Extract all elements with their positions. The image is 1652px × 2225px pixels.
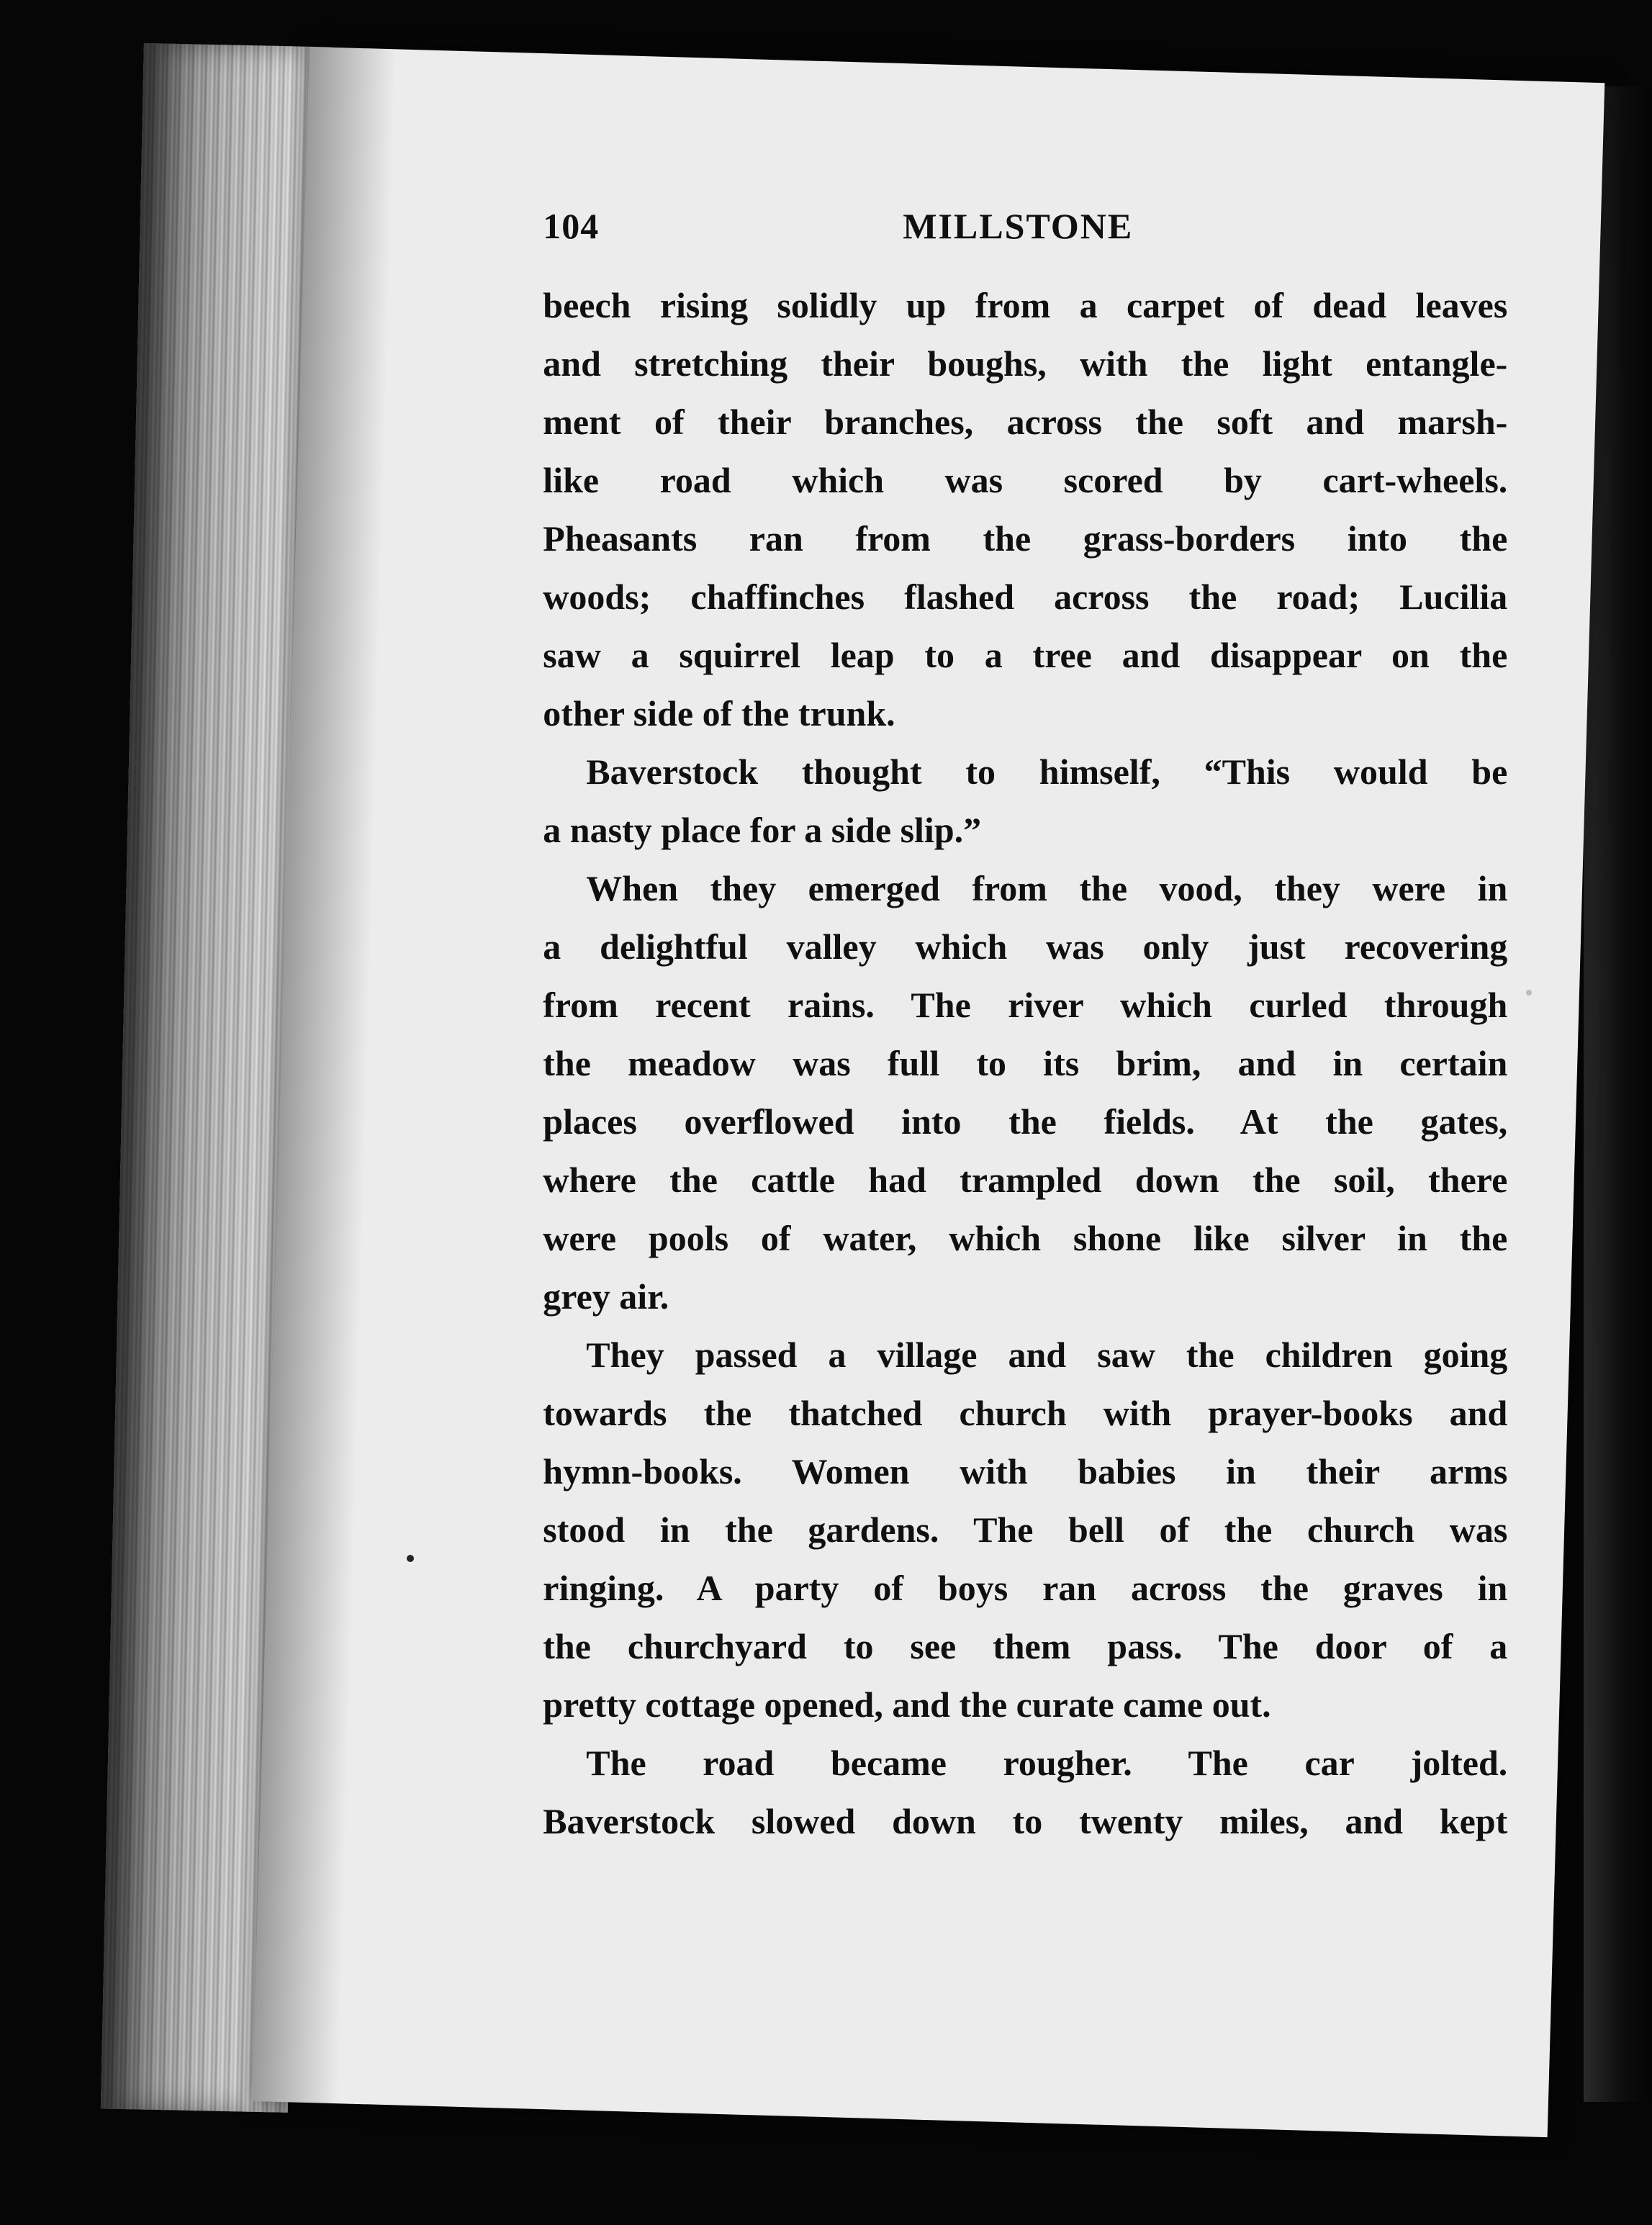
text-line: pretty cottage opened, and the curate came out.: [543, 1684, 1271, 1725]
text-line: were pools of water, which shone like silver in the: [543, 1218, 1508, 1259]
text-line: places overflowed into the fields. At the gates,: [543, 1101, 1508, 1142]
text-line: like road which was scored by cart-wheels.: [543, 460, 1508, 501]
text-line: ment of their branches, across the soft and marsh-: [543, 402, 1508, 443]
text-line: from recent rains. The river which curled through: [543, 985, 1508, 1026]
text-line: a delightful valley which was only just recovering: [543, 926, 1508, 967]
page-text-block: [543, 197, 1507, 1851]
page-number: 104: [543, 206, 600, 247]
text-line-content: They passed a village and saw the children going: [586, 1335, 1508, 1376]
text-line: beech rising solidly up from a carpet of dead leaves: [543, 285, 1508, 326]
text-line: the meadow was full to its brim, and in certain: [543, 1043, 1508, 1084]
scan-speck: [1526, 990, 1532, 996]
paragraph: [543, 859, 1507, 1326]
text-line: [543, 859, 1507, 918]
paragraph: [543, 1326, 1507, 1734]
paragraph: [543, 743, 1507, 859]
text-line: towards the thatched church with prayer-books and: [543, 1393, 1508, 1434]
text-line: and stretching their boughs, with the light entangle-: [543, 343, 1508, 384]
text-line: woods; chaffinches flashed across the road; Lucilia: [543, 577, 1508, 618]
text-line-content: When they emerged from the vood, they were in: [586, 868, 1508, 909]
text-line: grey air.: [543, 1276, 669, 1317]
text-line: [543, 1734, 1507, 1792]
text-line-content: Baverstock thought to himself, “This would be: [586, 752, 1508, 793]
text-line: Pheasants ran from the grass-borders into the: [543, 518, 1508, 559]
scan-speck: [407, 1555, 414, 1562]
book-page: [252, 47, 1604, 2137]
text-line: [543, 1326, 1507, 1384]
text-line: a nasty place for a side slip.”: [543, 810, 982, 851]
text-line: where the cattle had trampled down the soil, there: [543, 1160, 1508, 1201]
text-line: Baverstock slowed down to twenty miles, and kept: [543, 1801, 1508, 1842]
text-line: [543, 743, 1507, 801]
text-line: other side of the trunk.: [543, 693, 895, 734]
text-line: the churchyard to see them pass. The door of a: [543, 1626, 1508, 1667]
text-line: saw a squirrel leap to a tree and disappear on the: [543, 635, 1508, 676]
text-line: stood in the gardens. The bell of the church was: [543, 1509, 1508, 1551]
running-head: [543, 197, 1507, 276]
paragraph: [543, 276, 1507, 743]
text-line-content: The road became rougher. The car jolted.: [586, 1743, 1508, 1784]
text-line: hymn-books. Women with babies in their arms: [543, 1451, 1508, 1492]
paragraph: [543, 1734, 1507, 1851]
book-title: MILLSTONE: [903, 206, 1134, 247]
text-line: ringing. A party of boys ran across the graves in: [543, 1568, 1508, 1609]
